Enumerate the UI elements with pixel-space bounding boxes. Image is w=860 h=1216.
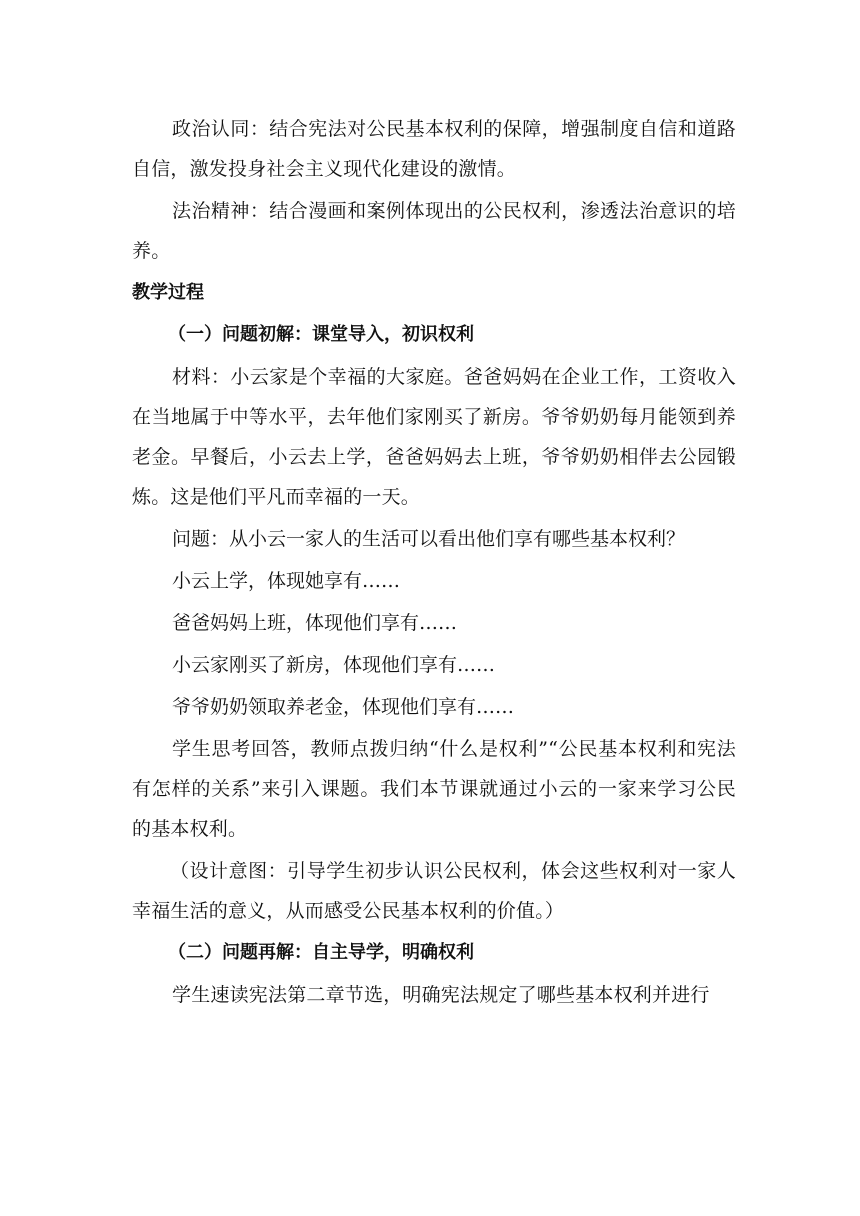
part2-intro: 学生速读宪法第二章节选，明确宪法规定了哪些基本权利并进行 — [172, 984, 710, 1006]
document-page — [132, 109, 736, 1017]
part1-question: 问题：从小云一家人的生活可以看出他们享有哪些基本权利？ — [172, 528, 686, 550]
part1-line: 爷爷奶奶领取养老金，体现他们享有…… — [172, 696, 515, 718]
part1-line: 小云上学，体现她享有…… — [172, 570, 401, 592]
part1-summary: 学生思考回答，教师点拨归纳“什么是权利”“公民基本权利和宪法有怎样的关系”来引入课题。我们本节课就通过小云的一家来学习公民的基本权利。 — [132, 738, 736, 840]
part1-line: 爸爸妈妈上班，体现他们享有…… — [172, 612, 458, 634]
part1-design-intent: （设计意图：引导学生初步认识公民权利，体会这些权利对一家人幸福生活的意义，从而感受公民基本权利的价值。） — [132, 860, 736, 922]
part1-material: 材料：小云家是个幸福的大家庭。爸爸妈妈在企业工作，工资收入在当地属于中等水平，去年他们家刚买了新房。爷爷奶奶每月能领到养老金。早餐后，小云去上学，爸爸妈妈去上班，爷爷奶奶相伴去公园锻炼。这是他们平凡而幸福的一天。 — [132, 366, 736, 508]
part1-heading: （一）问题初解：课堂导入，初识权利 — [168, 324, 474, 345]
paragraph-political-identity: 政治认同：结合宪法对公民基本权利的保障，增强制度自信和道路自信，激发投身社会主义现代化建设的激情。 — [132, 118, 736, 180]
part1-line: 小云家刚买了新房，体现他们享有…… — [172, 654, 496, 676]
paragraph-rule-of-law: 法治精神：结合漫画和案例体现出的公民权利，渗透法治意识的培养。 — [132, 200, 736, 262]
part2-heading: （二）问题再解：自主导学，明确权利 — [168, 942, 474, 963]
section-heading-teaching-process: 教学过程 — [132, 282, 204, 303]
